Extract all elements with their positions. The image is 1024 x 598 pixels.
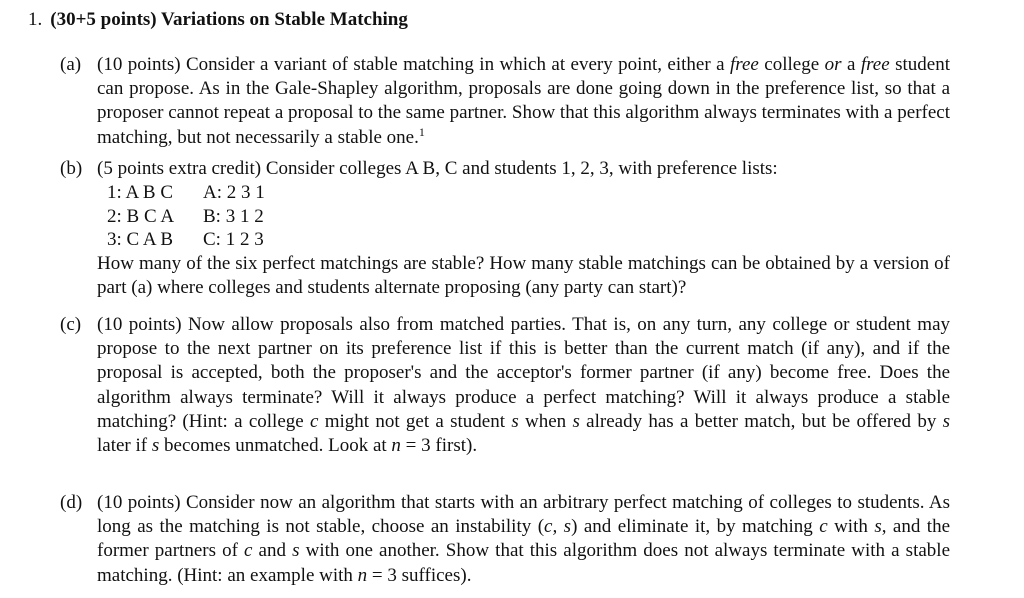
part-d-text: (10 points) Consider now an algorithm that starts with an arbitrary perfect matching of colleges to students. As long as the matching is not stable, choose an instability (c, s) and eliminate it, by matching c with s, and the former partners of c and s with one another. Show that this algorithm does not always terminate with a stable matching. (Hint: an example with n = 3 suffices).	[97, 492, 951, 586]
part-b	[60, 157, 950, 300]
preference-row	[97, 181, 950, 205]
part-a-text: (10 points) Consider a variant of stable matching in which at every point, either a free college or a free student can propose. As in the Gale-Shapley algorithm, proposals are done going down in the preference list, so that a proposer cannot repeat a proposal to the same partner. Show that this algorithm always terminates with a perfect matching, but not necessarily a stable one.$^1$	[97, 54, 950, 148]
footnote-marker: 1	[418, 124, 425, 139]
preference-table	[97, 181, 950, 252]
problem-title: (30+5 points) Variations on Stable Matching	[50, 9, 408, 30]
college-preference: B: 3 1 2	[203, 205, 264, 227]
part-a	[60, 53, 950, 150]
problem-heading	[28, 8, 408, 32]
college-preference: A: 2 3 1	[203, 182, 265, 204]
part-d	[60, 491, 950, 588]
part-d-label: (d)	[60, 492, 83, 513]
student-preference: 2: B C A	[107, 205, 175, 227]
student-preference: 3: C A B	[107, 229, 173, 251]
part-c	[60, 313, 950, 458]
problem-number: 1.	[28, 9, 43, 30]
part-b-intro: (5 points extra credit) Consider colleges A B, C and students 1, 2, 3, with preference lists:	[97, 158, 778, 179]
student-preference: 1: A B C	[107, 182, 173, 204]
preference-row	[97, 205, 950, 229]
part-c-text: (10 points) Now allow proposals also from matched parties. That is, on any turn, any college or student may propose to the next partner on its preference list if this is better than the current match (if any), and if the proposal is accepted, both the proposer's and the acceptor's former partner (if any) become free. Does the algorithm always terminate? Will it always produce a perfect matching? Will it always produce a stable matching? (Hint: a college c might not get a student s when s already has a better match, but be offered by s later if s becomes unmatched. Look at n = 3 first).	[97, 314, 951, 457]
preference-row	[97, 228, 950, 252]
college-preference: C: 1 2 3	[203, 229, 264, 251]
part-b-label: (b)	[60, 158, 83, 179]
part-b-question: How many of the six perfect matchings are stable? How many stable matchings can be obtained by a version of part (a) where colleges and students alternate proposing (any party can start)?	[97, 252, 950, 298]
part-c-label: (c)	[60, 314, 82, 335]
part-a-label: (a)	[60, 54, 82, 75]
